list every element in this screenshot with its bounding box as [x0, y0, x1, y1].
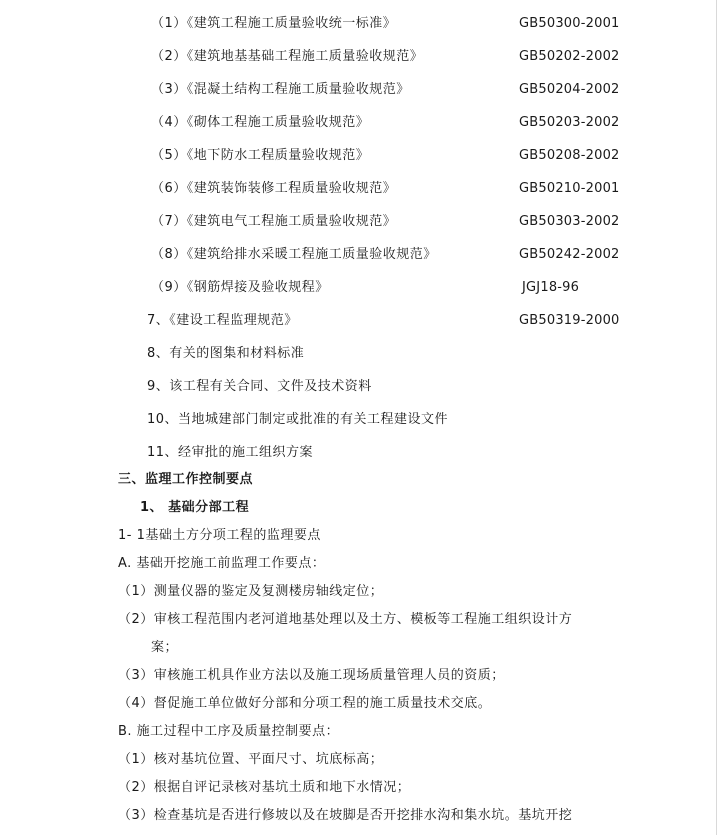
paragraph: （1）测量仪器的鉴定及复测楼房轴线定位；	[118, 584, 384, 599]
standard-code: GB50208-2002	[519, 148, 620, 163]
paragraph: （1）核对基坑位置、平面尺寸、坑底标高；	[118, 752, 384, 767]
standard-item: （9）《钢筋焊接及验收规程》	[151, 280, 329, 295]
standard-item: （4）《砌体工程施工质量验收规范》	[151, 115, 370, 130]
standard-code: JGJ18-96	[522, 280, 580, 295]
standard-item: （8）《建筑给排水采暖工程施工质量验收规范》	[151, 247, 437, 262]
paragraph: （2）审核工程范围内老河道地基处理以及土方、模板等工程施工组织设计方	[118, 612, 573, 627]
standard-code: GB50203-2002	[519, 115, 620, 130]
paragraph: （3）审核施工机具作业方法以及施工现场质量管理人员的资质；	[118, 668, 505, 683]
paragraph: （4）督促施工单位做好分部和分项工程的施工质量技术交底。	[118, 696, 492, 711]
list-item: 10、当地城建部门制定或批准的有关工程建设文件	[147, 412, 449, 427]
list-item: 9、该工程有关合同、文件及技术资料	[147, 379, 372, 394]
standard-item: 7、《建设工程监理规范》	[147, 313, 298, 328]
standard-item: （5）《地下防水工程质量验收规范》	[151, 148, 370, 163]
section-heading: 三、监理工作控制要点	[118, 472, 254, 487]
standard-code: GB50202-2002	[519, 49, 620, 64]
standard-code: GB50319-2000	[519, 313, 620, 328]
standard-item: （2）《建筑地基基础工程施工质量验收规范》	[151, 49, 424, 64]
sub-heading: 1、 基础分部工程	[140, 500, 250, 515]
standard-item: （6）《建筑装饰装修工程质量验收规范》	[151, 181, 397, 196]
paragraph: B. 施工过程中工序及质量控制要点：	[118, 724, 340, 739]
standard-item: （3）《混凝土结构工程施工质量验收规范》	[151, 82, 410, 97]
standard-code: GB50210-2001	[519, 181, 620, 196]
paragraph: （3）检查基坑是否进行修坡以及在坡脚是否开挖排水沟和集水坑。基坑开挖	[118, 808, 573, 823]
paragraph: A. 基础开挖施工前监理工作要点：	[118, 556, 326, 571]
standard-code: GB50300-2001	[519, 16, 620, 31]
list-item: 8、有关的图集和材料标准	[147, 346, 305, 361]
paragraph: 1- 1基础土方分项工程的监理要点	[118, 528, 321, 543]
standard-code: GB50242-2002	[519, 247, 620, 262]
standard-item: （1）《建筑工程施工质量验收统一标准》	[151, 16, 397, 31]
standard-code: GB50204-2002	[519, 82, 620, 97]
standard-code: GB50303-2002	[519, 214, 620, 229]
paragraph: 案；	[151, 640, 179, 655]
list-item: 11、经审批的施工组织方案	[147, 445, 314, 460]
standard-item: （7）《建筑电气工程施工质量验收规范》	[151, 214, 397, 229]
paragraph: （2）根据自评记录核对基坑土质和地下水情况；	[118, 780, 411, 795]
